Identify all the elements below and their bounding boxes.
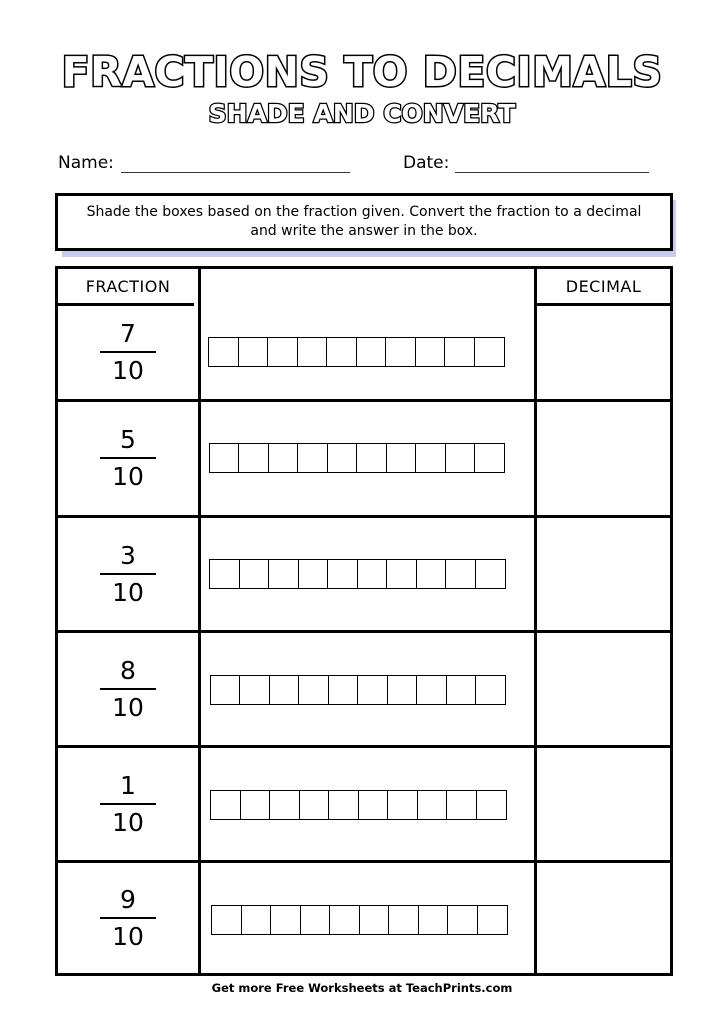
shade-box[interactable]	[358, 790, 389, 820]
date-label: Date:	[403, 153, 450, 173]
shade-box[interactable]	[210, 790, 241, 820]
shading-boxes	[209, 559, 506, 589]
table-row	[58, 402, 670, 515]
fraction-numerator: 7	[120, 319, 136, 348]
shade-box[interactable]	[238, 337, 269, 367]
shade-box[interactable]	[416, 675, 447, 705]
shade-box[interactable]	[388, 905, 419, 935]
shade-box[interactable]	[387, 790, 418, 820]
shade-box[interactable]	[209, 559, 240, 589]
fraction-cell	[58, 306, 198, 399]
fraction-denominator: 10	[112, 921, 144, 951]
fraction-bar	[100, 688, 156, 690]
fraction-denominator: 10	[112, 356, 144, 385]
fraction-numerator: 8	[120, 655, 136, 685]
instructions-text: Shade the boxes based on the fraction given. Convert the fraction to a decimal and write the answer in the box.	[86, 204, 642, 239]
shade-box[interactable]	[208, 337, 239, 367]
fraction-cell	[58, 863, 198, 973]
shade-box[interactable]	[327, 559, 358, 589]
instructions-box	[55, 193, 673, 251]
shade-box[interactable]	[239, 559, 270, 589]
shade-box[interactable]	[268, 559, 299, 589]
table-row	[58, 518, 670, 630]
shade-box[interactable]	[357, 675, 388, 705]
worksheet-title: FRACTIONS TO DECIMALS	[61, 48, 663, 96]
table-row	[58, 863, 670, 973]
shade-box[interactable]	[474, 443, 505, 473]
shade-box[interactable]	[238, 443, 269, 473]
fraction-numerator: 9	[120, 884, 136, 914]
fraction-bar	[100, 803, 156, 805]
shade-box[interactable]	[417, 790, 448, 820]
name-label: Name:	[58, 153, 114, 173]
shade-box[interactable]	[298, 559, 329, 589]
shade-box[interactable]	[415, 337, 446, 367]
shade-box[interactable]	[387, 675, 418, 705]
decimal-answer-cell[interactable]	[537, 402, 670, 515]
shade-box[interactable]	[210, 675, 241, 705]
shade-box[interactable]	[446, 675, 477, 705]
shade-box[interactable]	[269, 675, 300, 705]
shade-box[interactable]	[477, 905, 508, 935]
table-row	[58, 633, 670, 745]
shade-box[interactable]	[475, 675, 506, 705]
shade-box[interactable]	[240, 790, 271, 820]
shade-box[interactable]	[359, 905, 390, 935]
shade-box[interactable]	[268, 443, 299, 473]
shade-box[interactable]	[298, 675, 329, 705]
shade-box[interactable]	[267, 337, 298, 367]
fraction-denominator: 10	[112, 462, 144, 491]
decimal-answer-cell[interactable]	[537, 863, 670, 973]
table-row	[58, 748, 670, 860]
shade-box[interactable]	[328, 790, 359, 820]
fraction-numerator: 1	[120, 770, 136, 800]
shading-boxes	[208, 337, 505, 367]
shade-box[interactable]	[444, 337, 475, 367]
fraction-denominator: 10	[112, 577, 144, 607]
shade-box[interactable]	[297, 337, 328, 367]
shade-box[interactable]	[299, 790, 330, 820]
shade-box[interactable]	[476, 790, 507, 820]
fraction-bar	[100, 457, 156, 459]
decimal-answer-cell[interactable]	[537, 633, 670, 745]
fraction-denominator: 10	[112, 807, 144, 837]
shade-box[interactable]	[447, 905, 478, 935]
footer-text: Get more Free Worksheets at TeachPrints.com	[211, 981, 513, 995]
header-fraction: FRACTION	[85, 276, 171, 296]
shading-boxes	[210, 790, 507, 820]
fraction-table	[55, 266, 673, 976]
shade-box[interactable]	[445, 559, 476, 589]
shade-box[interactable]	[297, 443, 328, 473]
shade-box[interactable]	[356, 443, 387, 473]
name-line[interactable]	[121, 172, 350, 173]
shade-box[interactable]	[270, 905, 301, 935]
shade-box[interactable]	[446, 790, 477, 820]
shade-box[interactable]	[356, 337, 387, 367]
fraction-bar	[100, 351, 156, 353]
shade-box[interactable]	[386, 559, 417, 589]
shade-box[interactable]	[357, 559, 388, 589]
shade-box[interactable]	[300, 905, 331, 935]
shade-box[interactable]	[445, 443, 476, 473]
shade-box[interactable]	[418, 905, 449, 935]
decimal-answer-cell[interactable]	[537, 748, 670, 860]
fraction-cell	[58, 518, 198, 630]
shading-boxes	[211, 905, 508, 935]
decimal-answer-cell[interactable]	[537, 306, 670, 399]
shade-box[interactable]	[326, 337, 357, 367]
shade-box[interactable]	[239, 675, 270, 705]
fraction-numerator: 3	[120, 540, 136, 570]
shade-box[interactable]	[415, 443, 446, 473]
table-row	[58, 306, 670, 399]
shade-box[interactable]	[475, 559, 506, 589]
shade-box[interactable]	[241, 905, 272, 935]
shade-box[interactable]	[209, 443, 240, 473]
shade-box[interactable]	[386, 443, 417, 473]
shade-box[interactable]	[327, 443, 358, 473]
fraction-denominator: 10	[112, 692, 144, 722]
decimal-answer-cell[interactable]	[537, 518, 670, 630]
fraction-bar	[100, 573, 156, 575]
header-decimal: DECIMAL	[565, 276, 642, 296]
shading-boxes	[210, 675, 507, 705]
shade-box[interactable]	[474, 337, 505, 367]
fraction-bar	[100, 917, 156, 919]
shade-box[interactable]	[328, 675, 359, 705]
shade-box[interactable]	[269, 790, 300, 820]
shade-box[interactable]	[211, 905, 242, 935]
fraction-cell	[58, 748, 198, 860]
date-line[interactable]	[455, 172, 649, 173]
fraction-cell	[58, 633, 198, 745]
shading-boxes	[209, 443, 506, 473]
shade-box[interactable]	[416, 559, 447, 589]
shade-box[interactable]	[329, 905, 360, 935]
shade-box[interactable]	[385, 337, 416, 367]
fraction-cell	[58, 402, 198, 515]
fraction-numerator: 5	[120, 425, 136, 454]
worksheet-subtitle: SHADE AND CONVERT	[208, 99, 516, 128]
